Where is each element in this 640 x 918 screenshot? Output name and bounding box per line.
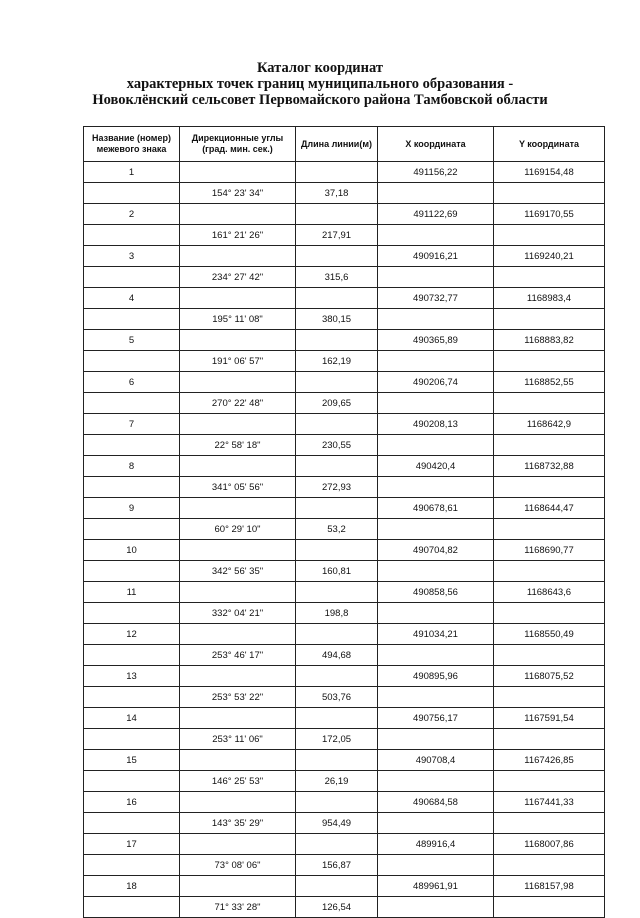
- document-title: [0, 60, 640, 108]
- empty-cell: [494, 435, 605, 456]
- direction-angle-cell: 71° 33' 28": [180, 897, 296, 918]
- empty-cell: [180, 708, 296, 729]
- empty-cell: [180, 204, 296, 225]
- table-row-segment: [84, 309, 605, 330]
- direction-angle-cell: 234° 27' 42": [180, 267, 296, 288]
- empty-cell: [296, 372, 378, 393]
- point-name-cell: 6: [84, 372, 180, 393]
- direction-angle-cell: 253° 53' 22": [180, 687, 296, 708]
- empty-cell: [296, 540, 378, 561]
- empty-cell: [84, 183, 180, 204]
- point-name-cell: 5: [84, 330, 180, 351]
- empty-cell: [494, 519, 605, 540]
- table-row-point: [84, 792, 605, 813]
- empty-cell: [378, 225, 494, 246]
- point-name-cell: 4: [84, 288, 180, 309]
- point-name-cell: 11: [84, 582, 180, 603]
- empty-cell: [296, 456, 378, 477]
- line-length-cell: 160,81: [296, 561, 378, 582]
- y-coordinate-cell: 1168644,47: [494, 498, 605, 519]
- y-coordinate-cell: 1169170,55: [494, 204, 605, 225]
- table-row-point: [84, 414, 605, 435]
- x-coordinate-cell: 490708,4: [378, 750, 494, 771]
- x-coordinate-cell: 490732,77: [378, 288, 494, 309]
- y-coordinate-cell: 1168007,86: [494, 834, 605, 855]
- header-line-length: Длина линии(м): [296, 127, 378, 162]
- direction-angle-cell: 195° 11' 08": [180, 309, 296, 330]
- x-coordinate-cell: 489961,91: [378, 876, 494, 897]
- empty-cell: [494, 309, 605, 330]
- empty-cell: [378, 309, 494, 330]
- direction-angle-cell: 332° 04' 21": [180, 603, 296, 624]
- table-row-point: [84, 162, 605, 183]
- direction-angle-cell: 22° 58' 18": [180, 435, 296, 456]
- empty-cell: [378, 603, 494, 624]
- line-length-cell: 230,55: [296, 435, 378, 456]
- empty-cell: [494, 267, 605, 288]
- x-coordinate-cell: 490678,61: [378, 498, 494, 519]
- empty-cell: [84, 729, 180, 750]
- table-row-point: [84, 330, 605, 351]
- point-name-cell: 12: [84, 624, 180, 645]
- y-coordinate-cell: 1167426,85: [494, 750, 605, 771]
- empty-cell: [494, 393, 605, 414]
- empty-cell: [180, 246, 296, 267]
- table-row-point: [84, 246, 605, 267]
- x-coordinate-cell: 489916,4: [378, 834, 494, 855]
- x-coordinate-cell: 490858,56: [378, 582, 494, 603]
- table-row-segment: [84, 435, 605, 456]
- table-row-segment: [84, 519, 605, 540]
- line-length-cell: 217,91: [296, 225, 378, 246]
- point-name-cell: 13: [84, 666, 180, 687]
- empty-cell: [378, 645, 494, 666]
- empty-cell: [84, 561, 180, 582]
- empty-cell: [296, 288, 378, 309]
- empty-cell: [180, 792, 296, 813]
- x-coordinate-cell: 491156,22: [378, 162, 494, 183]
- point-name-cell: 8: [84, 456, 180, 477]
- y-coordinate-cell: 1168852,55: [494, 372, 605, 393]
- x-coordinate-cell: 490684,58: [378, 792, 494, 813]
- table-row-point: [84, 372, 605, 393]
- empty-cell: [378, 687, 494, 708]
- empty-cell: [296, 666, 378, 687]
- empty-cell: [378, 267, 494, 288]
- empty-cell: [180, 876, 296, 897]
- line-length-cell: 26,19: [296, 771, 378, 792]
- empty-cell: [378, 477, 494, 498]
- table-row-segment: [84, 351, 605, 372]
- empty-cell: [84, 477, 180, 498]
- empty-cell: [378, 393, 494, 414]
- table-header-row: [84, 127, 605, 162]
- empty-cell: [494, 813, 605, 834]
- direction-angle-cell: 154° 23' 34": [180, 183, 296, 204]
- table-row-segment: [84, 393, 605, 414]
- header-point-name: Название (номер) межевого знака: [84, 127, 180, 162]
- empty-cell: [180, 288, 296, 309]
- table-row-point: [84, 204, 605, 225]
- y-coordinate-cell: 1168642,9: [494, 414, 605, 435]
- table-row-point: [84, 666, 605, 687]
- y-coordinate-cell: 1168550,49: [494, 624, 605, 645]
- empty-cell: [84, 897, 180, 918]
- empty-cell: [84, 603, 180, 624]
- header-y-coordinate: Y координата: [494, 127, 605, 162]
- empty-cell: [378, 813, 494, 834]
- x-coordinate-cell: 490206,74: [378, 372, 494, 393]
- direction-angle-cell: 191° 06' 57": [180, 351, 296, 372]
- y-coordinate-cell: 1168983,4: [494, 288, 605, 309]
- empty-cell: [494, 897, 605, 918]
- table-row-segment: [84, 897, 605, 918]
- empty-cell: [84, 267, 180, 288]
- table-row-segment: [84, 645, 605, 666]
- direction-angle-cell: 341° 05' 56": [180, 477, 296, 498]
- empty-cell: [494, 771, 605, 792]
- direction-angle-cell: 143° 35' 29": [180, 813, 296, 834]
- line-length-cell: 162,19: [296, 351, 378, 372]
- line-length-cell: 37,18: [296, 183, 378, 204]
- y-coordinate-cell: 1169154,48: [494, 162, 605, 183]
- empty-cell: [296, 162, 378, 183]
- point-name-cell: 14: [84, 708, 180, 729]
- table-row-segment: [84, 225, 605, 246]
- empty-cell: [84, 771, 180, 792]
- point-name-cell: 9: [84, 498, 180, 519]
- table-row-point: [84, 498, 605, 519]
- line-length-cell: 315,6: [296, 267, 378, 288]
- line-length-cell: 172,05: [296, 729, 378, 750]
- point-name-cell: 15: [84, 750, 180, 771]
- empty-cell: [296, 750, 378, 771]
- empty-cell: [378, 561, 494, 582]
- y-coordinate-cell: 1167441,33: [494, 792, 605, 813]
- empty-cell: [296, 582, 378, 603]
- x-coordinate-cell: 490916,21: [378, 246, 494, 267]
- y-coordinate-cell: 1167591,54: [494, 708, 605, 729]
- table-row-segment: [84, 183, 605, 204]
- empty-cell: [378, 351, 494, 372]
- empty-cell: [378, 897, 494, 918]
- table-row-point: [84, 834, 605, 855]
- title-line-2: характерных точек границ муниципального образования -: [126, 76, 514, 92]
- empty-cell: [84, 687, 180, 708]
- empty-cell: [84, 309, 180, 330]
- x-coordinate-cell: 490704,82: [378, 540, 494, 561]
- empty-cell: [180, 666, 296, 687]
- empty-cell: [494, 561, 605, 582]
- table-row-point: [84, 750, 605, 771]
- empty-cell: [494, 225, 605, 246]
- empty-cell: [378, 183, 494, 204]
- empty-cell: [494, 603, 605, 624]
- empty-cell: [378, 729, 494, 750]
- empty-cell: [494, 645, 605, 666]
- direction-angle-cell: 253° 46' 17": [180, 645, 296, 666]
- empty-cell: [180, 750, 296, 771]
- empty-cell: [296, 414, 378, 435]
- empty-cell: [180, 540, 296, 561]
- table-row-point: [84, 624, 605, 645]
- table-row-segment: [84, 477, 605, 498]
- point-name-cell: 10: [84, 540, 180, 561]
- table-row-point: [84, 456, 605, 477]
- empty-cell: [180, 498, 296, 519]
- empty-cell: [378, 771, 494, 792]
- y-coordinate-cell: 1168157,98: [494, 876, 605, 897]
- empty-cell: [84, 225, 180, 246]
- table-body: [84, 162, 605, 918]
- y-coordinate-cell: 1168075,52: [494, 666, 605, 687]
- header-x-coordinate: X координата: [378, 127, 494, 162]
- table-row-segment: [84, 561, 605, 582]
- table-row-segment: [84, 603, 605, 624]
- x-coordinate-cell: 490895,96: [378, 666, 494, 687]
- empty-cell: [296, 792, 378, 813]
- empty-cell: [84, 435, 180, 456]
- empty-cell: [180, 834, 296, 855]
- empty-cell: [84, 855, 180, 876]
- empty-cell: [296, 876, 378, 897]
- empty-cell: [378, 435, 494, 456]
- empty-cell: [494, 855, 605, 876]
- table-row-point: [84, 708, 605, 729]
- table-row-segment: [84, 855, 605, 876]
- table-row-segment: [84, 687, 605, 708]
- title-line-1: Каталог координат: [256, 60, 384, 76]
- x-coordinate-cell: 490365,89: [378, 330, 494, 351]
- line-length-cell: 156,87: [296, 855, 378, 876]
- empty-cell: [378, 855, 494, 876]
- line-length-cell: 503,76: [296, 687, 378, 708]
- point-name-cell: 2: [84, 204, 180, 225]
- empty-cell: [296, 246, 378, 267]
- direction-angle-cell: 253° 11' 06": [180, 729, 296, 750]
- point-name-cell: 1: [84, 162, 180, 183]
- line-length-cell: 954,49: [296, 813, 378, 834]
- table-row-segment: [84, 771, 605, 792]
- empty-cell: [296, 204, 378, 225]
- empty-cell: [494, 729, 605, 750]
- direction-angle-cell: 270° 22' 48": [180, 393, 296, 414]
- point-name-cell: 17: [84, 834, 180, 855]
- table-row-segment: [84, 813, 605, 834]
- y-coordinate-cell: 1168690,77: [494, 540, 605, 561]
- direction-angle-cell: 161° 21' 26": [180, 225, 296, 246]
- direction-angle-cell: 60° 29' 10": [180, 519, 296, 540]
- table-row-segment: [84, 267, 605, 288]
- empty-cell: [296, 834, 378, 855]
- empty-cell: [494, 183, 605, 204]
- x-coordinate-cell: 491122,69: [378, 204, 494, 225]
- y-coordinate-cell: 1168643,6: [494, 582, 605, 603]
- line-length-cell: 494,68: [296, 645, 378, 666]
- empty-cell: [84, 813, 180, 834]
- direction-angle-cell: 73° 08' 06": [180, 855, 296, 876]
- point-name-cell: 16: [84, 792, 180, 813]
- x-coordinate-cell: 490756,17: [378, 708, 494, 729]
- title-line-3: Новоклёнский сельсовет Первомайского района Тамбовской области: [92, 92, 548, 108]
- line-length-cell: 198,8: [296, 603, 378, 624]
- empty-cell: [494, 477, 605, 498]
- empty-cell: [494, 687, 605, 708]
- table-row-point: [84, 876, 605, 897]
- direction-angle-cell: 342° 56' 35": [180, 561, 296, 582]
- table-row-point: [84, 540, 605, 561]
- empty-cell: [296, 330, 378, 351]
- line-length-cell: 53,2: [296, 519, 378, 540]
- point-name-cell: 18: [84, 876, 180, 897]
- y-coordinate-cell: 1169240,21: [494, 246, 605, 267]
- empty-cell: [84, 645, 180, 666]
- empty-cell: [296, 498, 378, 519]
- table-row-point: [84, 582, 605, 603]
- empty-cell: [180, 624, 296, 645]
- line-length-cell: 272,93: [296, 477, 378, 498]
- direction-angle-cell: 146° 25' 53": [180, 771, 296, 792]
- empty-cell: [180, 414, 296, 435]
- line-length-cell: 380,15: [296, 309, 378, 330]
- x-coordinate-cell: 491034,21: [378, 624, 494, 645]
- empty-cell: [180, 372, 296, 393]
- table-row-segment: [84, 729, 605, 750]
- empty-cell: [180, 456, 296, 477]
- empty-cell: [494, 351, 605, 372]
- empty-cell: [180, 330, 296, 351]
- header-direction-angle: Дирекционные углы (град. мин. сек.): [180, 127, 296, 162]
- x-coordinate-cell: 490420,4: [378, 456, 494, 477]
- y-coordinate-cell: 1168732,88: [494, 456, 605, 477]
- line-length-cell: 126,54: [296, 897, 378, 918]
- empty-cell: [180, 162, 296, 183]
- empty-cell: [180, 582, 296, 603]
- empty-cell: [84, 351, 180, 372]
- empty-cell: [84, 519, 180, 540]
- line-length-cell: 209,65: [296, 393, 378, 414]
- point-name-cell: 3: [84, 246, 180, 267]
- point-name-cell: 7: [84, 414, 180, 435]
- coordinates-table: [83, 126, 605, 918]
- empty-cell: [296, 624, 378, 645]
- table-row-point: [84, 288, 605, 309]
- empty-cell: [378, 519, 494, 540]
- empty-cell: [296, 708, 378, 729]
- y-coordinate-cell: 1168883,82: [494, 330, 605, 351]
- x-coordinate-cell: 490208,13: [378, 414, 494, 435]
- empty-cell: [84, 393, 180, 414]
